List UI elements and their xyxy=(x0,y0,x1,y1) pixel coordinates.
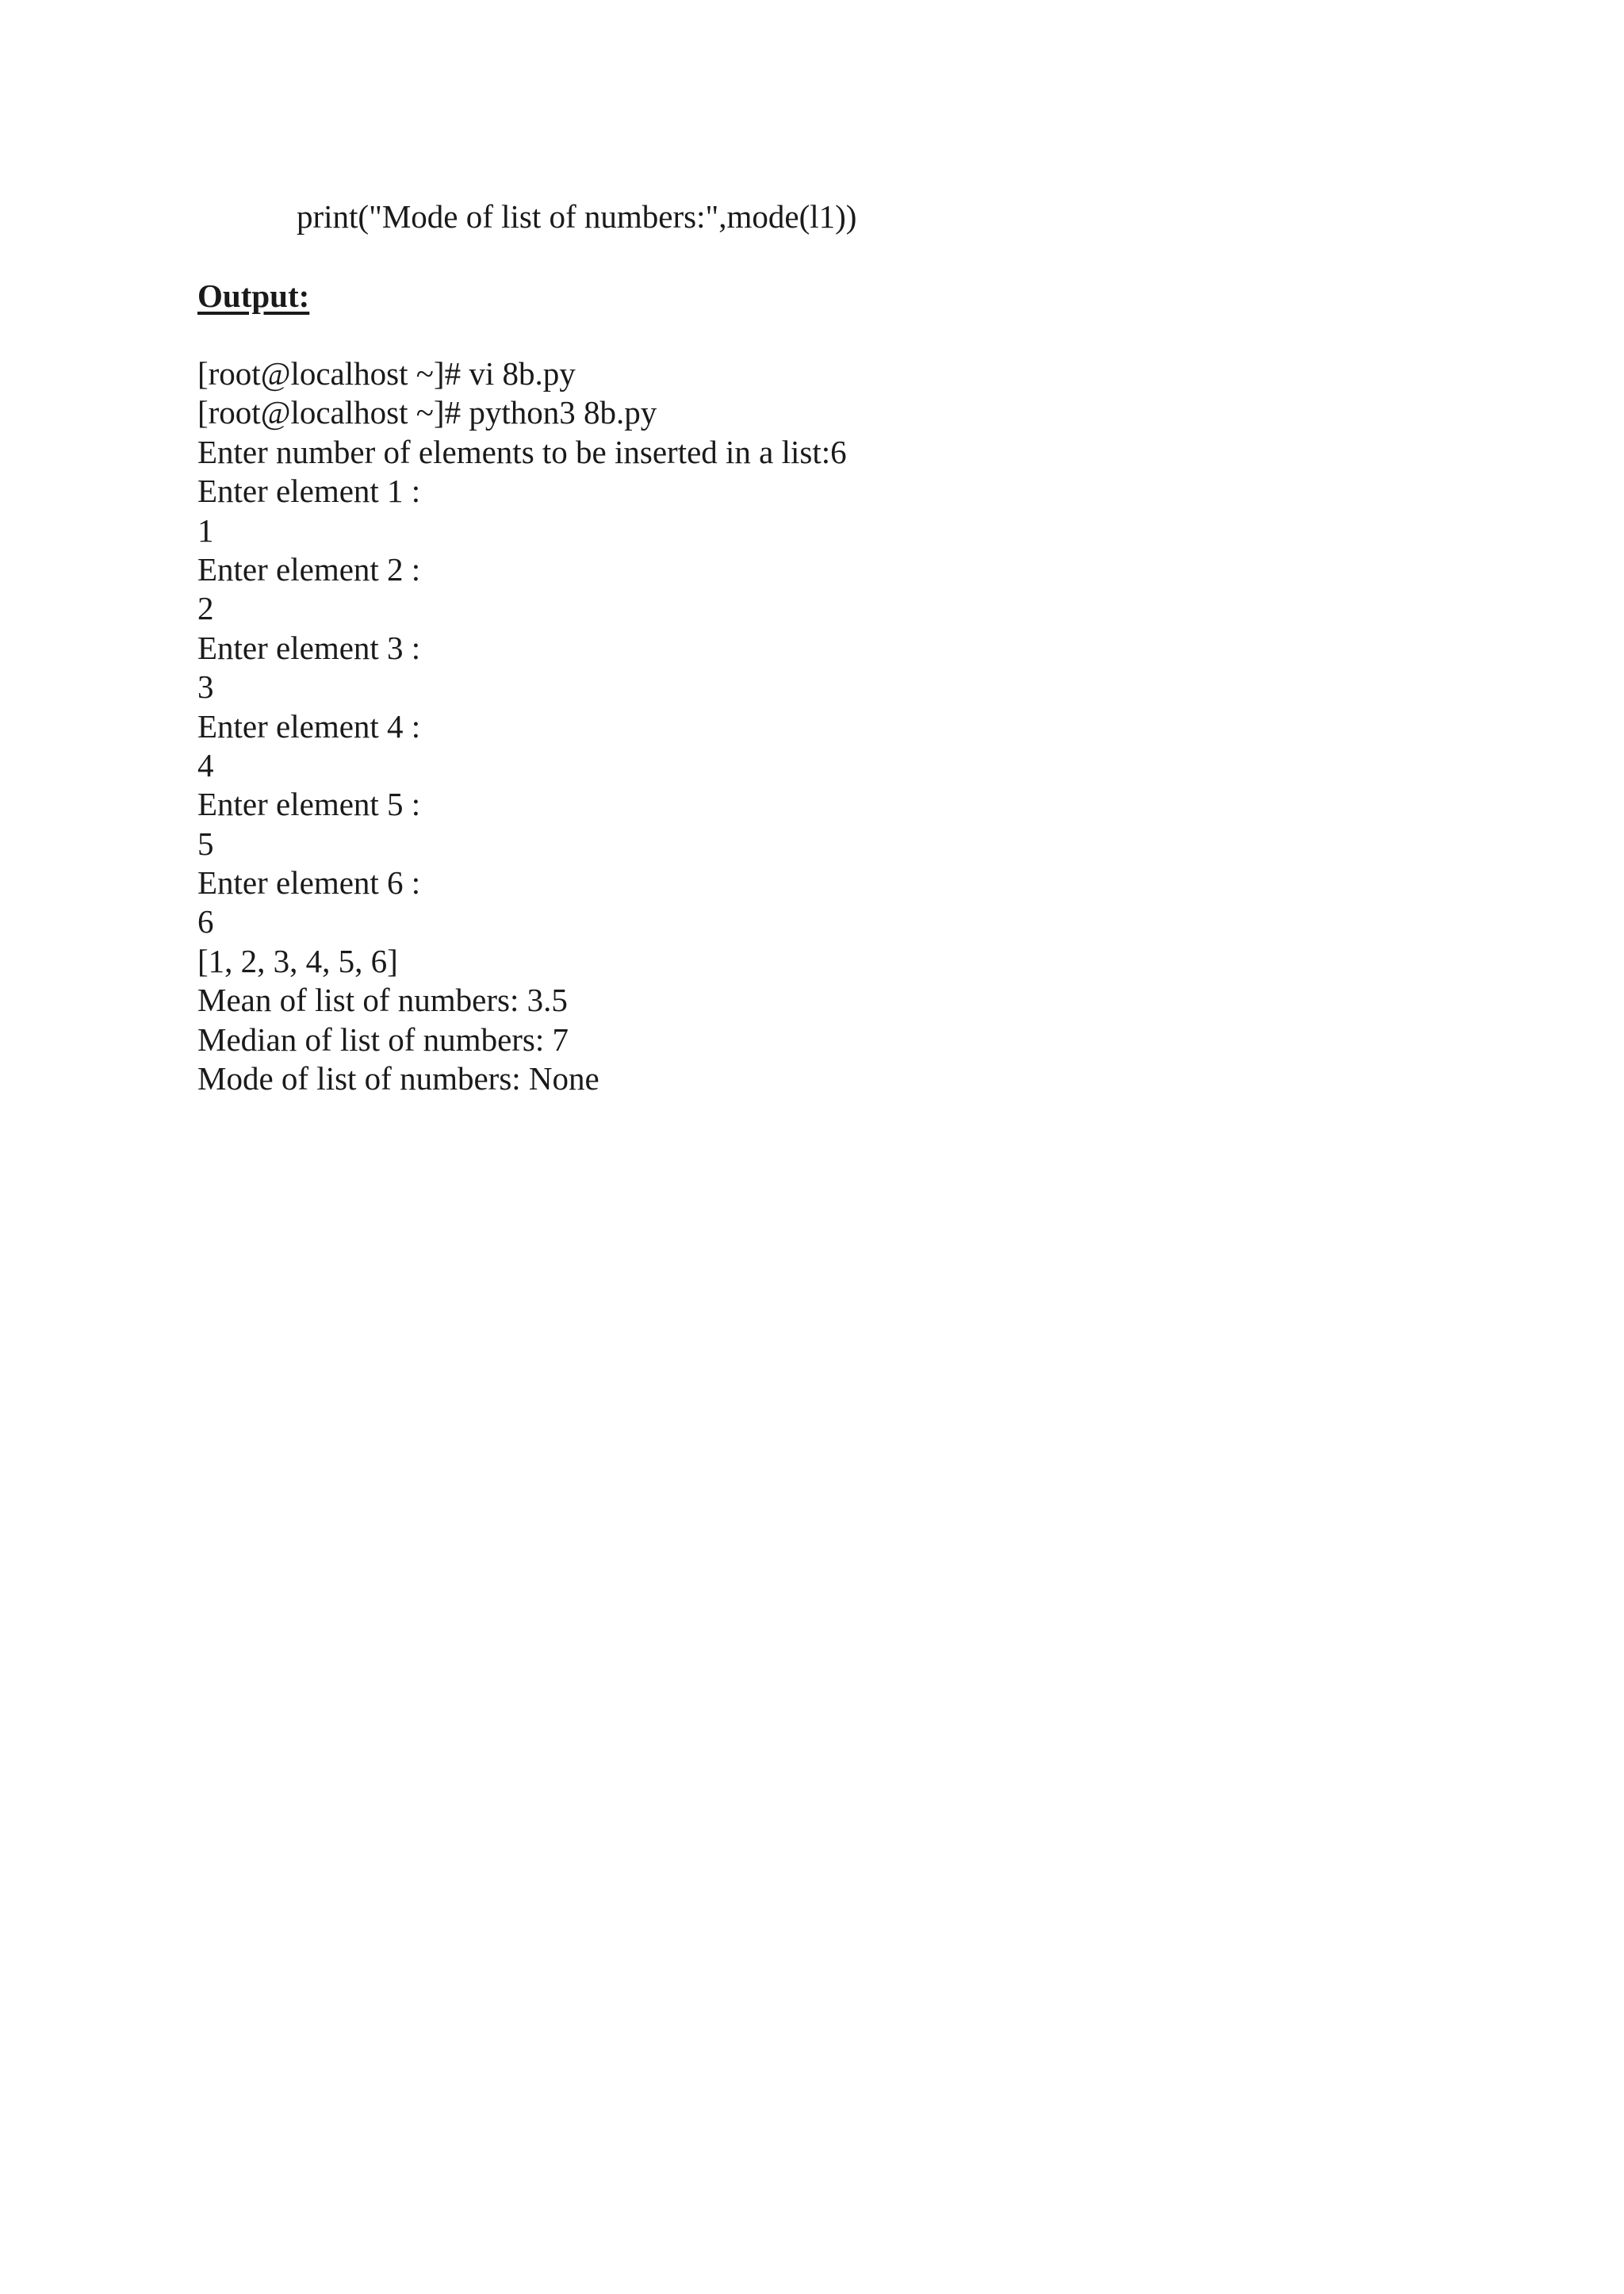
terminal-output xyxy=(197,354,847,1098)
terminal-line: [root@localhost ~]# vi 8b.py xyxy=(197,355,576,392)
terminal-line: Enter element 5 : xyxy=(197,786,421,823)
terminal-line: Mode of list of numbers: None xyxy=(197,1060,599,1097)
terminal-line: Enter number of elements to be inserted in a list:6 xyxy=(197,433,847,470)
terminal-line: Enter element 1 : xyxy=(197,473,421,510)
terminal-line: Enter element 6 : xyxy=(197,864,421,902)
output-heading: Output: xyxy=(197,278,310,314)
terminal-line: Median of list of numbers: 7 xyxy=(197,1021,569,1058)
terminal-line: 4 xyxy=(197,746,214,783)
terminal-line: [1, 2, 3, 4, 5, 6] xyxy=(197,942,398,979)
terminal-line: Enter element 3 : xyxy=(197,629,421,666)
code-line: print("Mode of list of numbers:",mode(l1)) xyxy=(297,198,857,235)
terminal-line: 2 xyxy=(197,590,214,627)
terminal-line: 5 xyxy=(197,825,214,862)
terminal-line: Enter element 2 : xyxy=(197,550,421,588)
terminal-line: 1 xyxy=(197,511,214,549)
terminal-line: 6 xyxy=(197,903,214,940)
terminal-line: 3 xyxy=(197,668,214,706)
terminal-line: Enter element 4 : xyxy=(197,707,421,745)
terminal-line: [root@localhost ~]# python3 8b.py xyxy=(197,394,657,431)
terminal-line: Mean of list of numbers: 3.5 xyxy=(197,982,568,1019)
